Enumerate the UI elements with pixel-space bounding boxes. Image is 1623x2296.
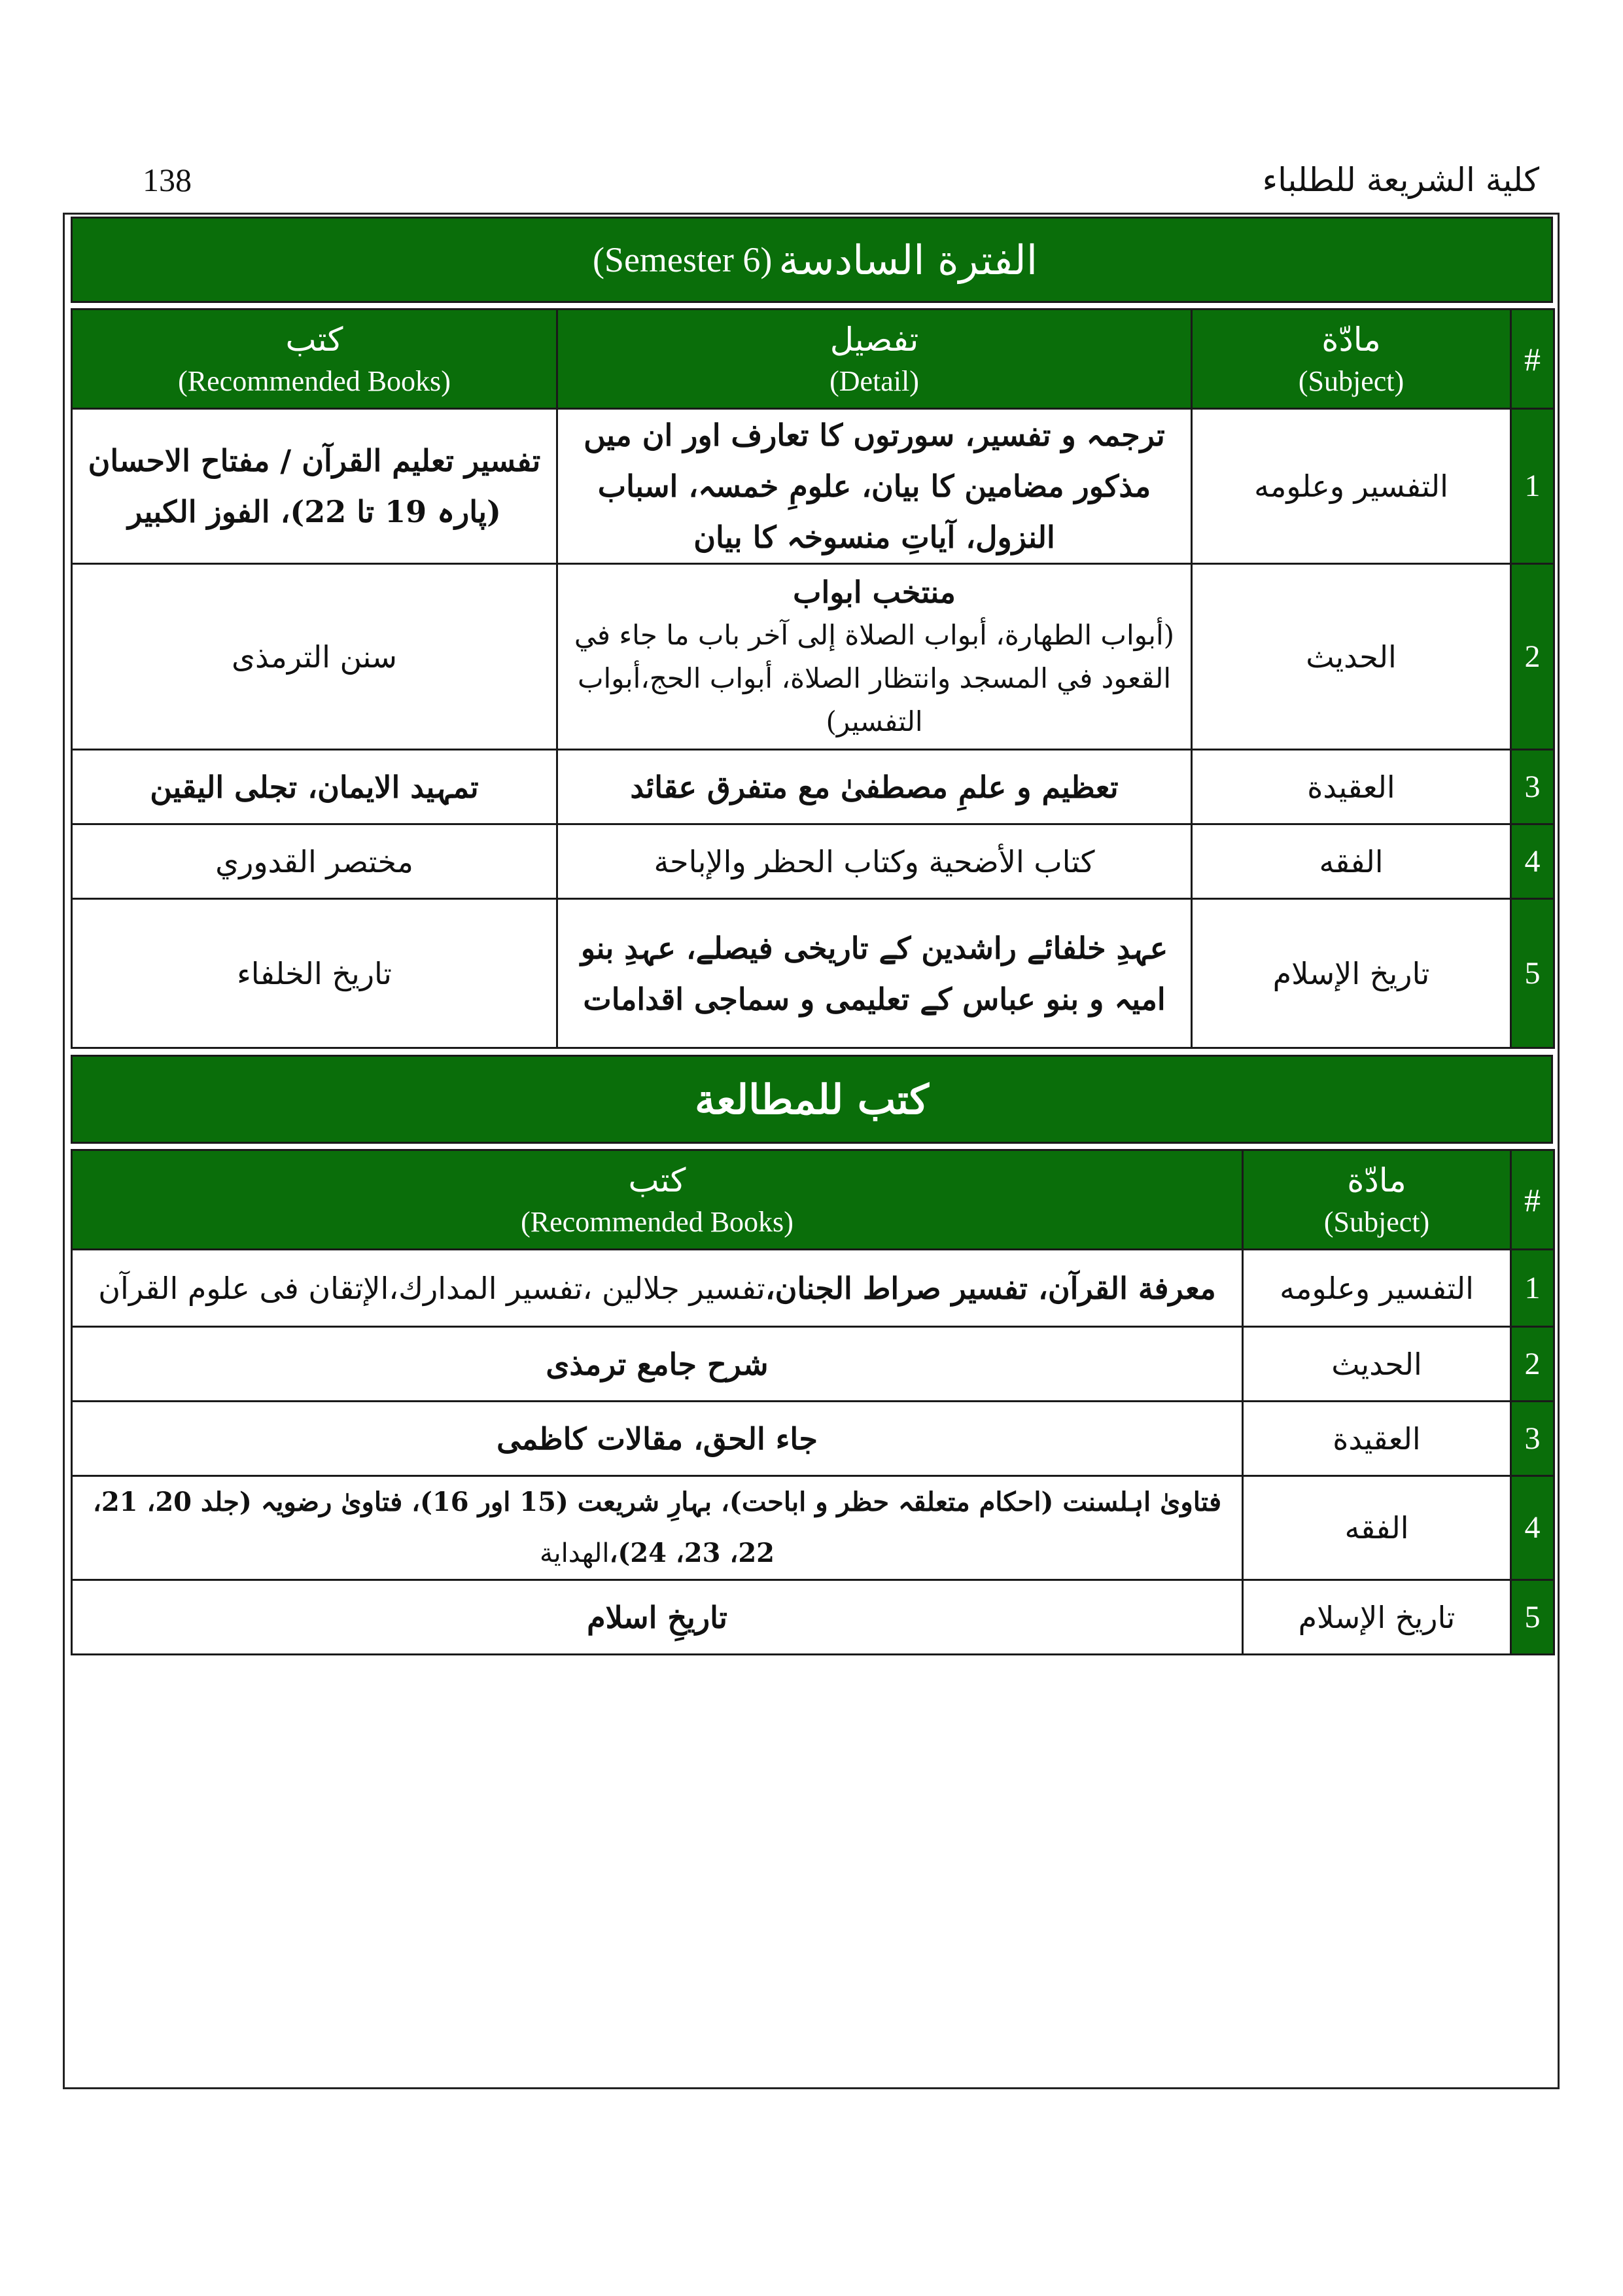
row-number: 4: [1511, 1476, 1554, 1580]
header-subject: مادّة (Subject): [1243, 1150, 1511, 1250]
row-detail: تعظیم و علمِ مصطفیٰ مع متفرق عقائد: [557, 750, 1192, 824]
row-detail-title: منتخب ابواب: [793, 574, 956, 610]
table-row: [72, 1580, 1554, 1655]
table-row: [72, 1250, 1554, 1327]
row-number: 1: [1511, 409, 1554, 564]
table-row: [72, 1476, 1554, 1580]
semester-banner: [71, 217, 1553, 303]
table-header-row: [72, 309, 1554, 409]
running-title: كلية الشريعة للطلباء: [1262, 161, 1539, 199]
page-number: 138: [143, 162, 192, 198]
reading-title: كتب للمطالعة: [695, 1075, 929, 1123]
semester-title-arabic: الفترة السادسة: [778, 236, 1038, 284]
row-detail: ترجمہ و تفسیر، سورتوں کا تعارف اور ان میں مذکور مضامین کا بیان، علومِ خمسہ، اسباب النزول، آیاتِ منسوخہ کا بیان: [557, 409, 1192, 564]
row-subject: الفقه: [1192, 824, 1511, 899]
table-row: [72, 824, 1554, 899]
row-books: سنن الترمذی: [72, 564, 557, 750]
row-books: [72, 1250, 1243, 1327]
row-books: تفسیر تعلیم القرآن / مفتاح الاحسان (پارہ 19 تا 22)، الفوز الکبیر: [72, 409, 557, 564]
row-books: تاريخ الخلفاء: [72, 899, 557, 1048]
table-row: [72, 1327, 1554, 1402]
row-subject: التفسير وعلومه: [1243, 1250, 1511, 1327]
row-detail: كتاب الأضحية وكتاب الحظر والإباحة: [557, 824, 1192, 899]
row-number: 5: [1511, 1580, 1554, 1655]
row-books-bold: جاء الحق، مقالات کاظمی: [497, 1421, 818, 1457]
row-number: 2: [1511, 564, 1554, 750]
table-row: [72, 750, 1554, 824]
row-subject: تاريخ الإسلام: [1192, 899, 1511, 1048]
row-books: تمہید الایمان، تجلی الیقین: [72, 750, 557, 824]
reading-table: [71, 1149, 1555, 1655]
row-detail: عہدِ خلفائے راشدین کے تاریخی فیصلے، عہدِ بنو امیہ و بنو عباس کے تعلیمی و سماجی اقدامات: [557, 899, 1192, 1048]
row-books: [72, 1580, 1243, 1655]
row-books-bold: شرح جامع ترمذی: [546, 1346, 769, 1382]
syllabus-table-wrapper: [71, 308, 1553, 1049]
reading-banner: [71, 1055, 1553, 1144]
row-subject: الحديث: [1243, 1327, 1511, 1402]
row-books: [72, 1327, 1243, 1402]
row-books-rest: تفسير جلالين ،تفسير المدارك،الإتقان فی علوم القرآن: [98, 1270, 765, 1306]
row-books: مختصر القدوري: [72, 824, 557, 899]
row-number: 4: [1511, 824, 1554, 899]
header-books: كتب (Recommended Books): [72, 1150, 1243, 1250]
row-detail-text: (أبواب الطهارة، أبواب الصلاة إلى آخر باب ما جاء في القعود في المسجد وانتظار الصلاة، أبواب الحج،أبواب التفسير): [574, 618, 1175, 737]
row-detail: [557, 564, 1192, 750]
row-books-rest: الهداية: [540, 1538, 610, 1568]
row-number: 1: [1511, 1250, 1554, 1327]
header-number: #: [1511, 1150, 1554, 1250]
row-subject: الفقه: [1243, 1476, 1511, 1580]
row-books-bold: معرفة القرآن، تفسیر صراط الجنان،: [765, 1270, 1216, 1306]
reading-table-wrapper: [71, 1149, 1553, 1655]
row-subject: الحديث: [1192, 564, 1511, 750]
row-subject: تاريخ الإسلام: [1243, 1580, 1511, 1655]
row-books-bold: تاریخِ اسلام: [587, 1599, 727, 1635]
semester-title-english: (Semester 6): [592, 240, 773, 279]
row-number: 5: [1511, 899, 1554, 1048]
table-row: [72, 409, 1554, 564]
table-row: [72, 1402, 1554, 1476]
header-number: #: [1511, 309, 1554, 409]
row-number: 3: [1511, 750, 1554, 824]
row-subject: العقيدة: [1192, 750, 1511, 824]
table-header-row: [72, 1150, 1554, 1250]
row-subject: العقيدة: [1243, 1402, 1511, 1476]
table-row: [72, 899, 1554, 1048]
row-books: [72, 1476, 1243, 1580]
header-books: كتب (Recommended Books): [72, 309, 557, 409]
row-books: [72, 1402, 1243, 1476]
table-row: [72, 564, 1554, 750]
row-subject: التفسير وعلومه: [1192, 409, 1511, 564]
row-number: 3: [1511, 1402, 1554, 1476]
header-subject: مادّة (Subject): [1192, 309, 1511, 409]
row-number: 2: [1511, 1327, 1554, 1402]
syllabus-table: [71, 308, 1555, 1049]
row-books-bold: فتاویٰ اہلسنت (احکام متعلقہ حظر و اباحت)، بہارِ شریعت (15 اور 16)، فتاویٰ رضویہ (جلد 20، 21، 22، 23، 24)،: [92, 1487, 1222, 1568]
header-detail: تفصيل (Detail): [557, 309, 1192, 409]
